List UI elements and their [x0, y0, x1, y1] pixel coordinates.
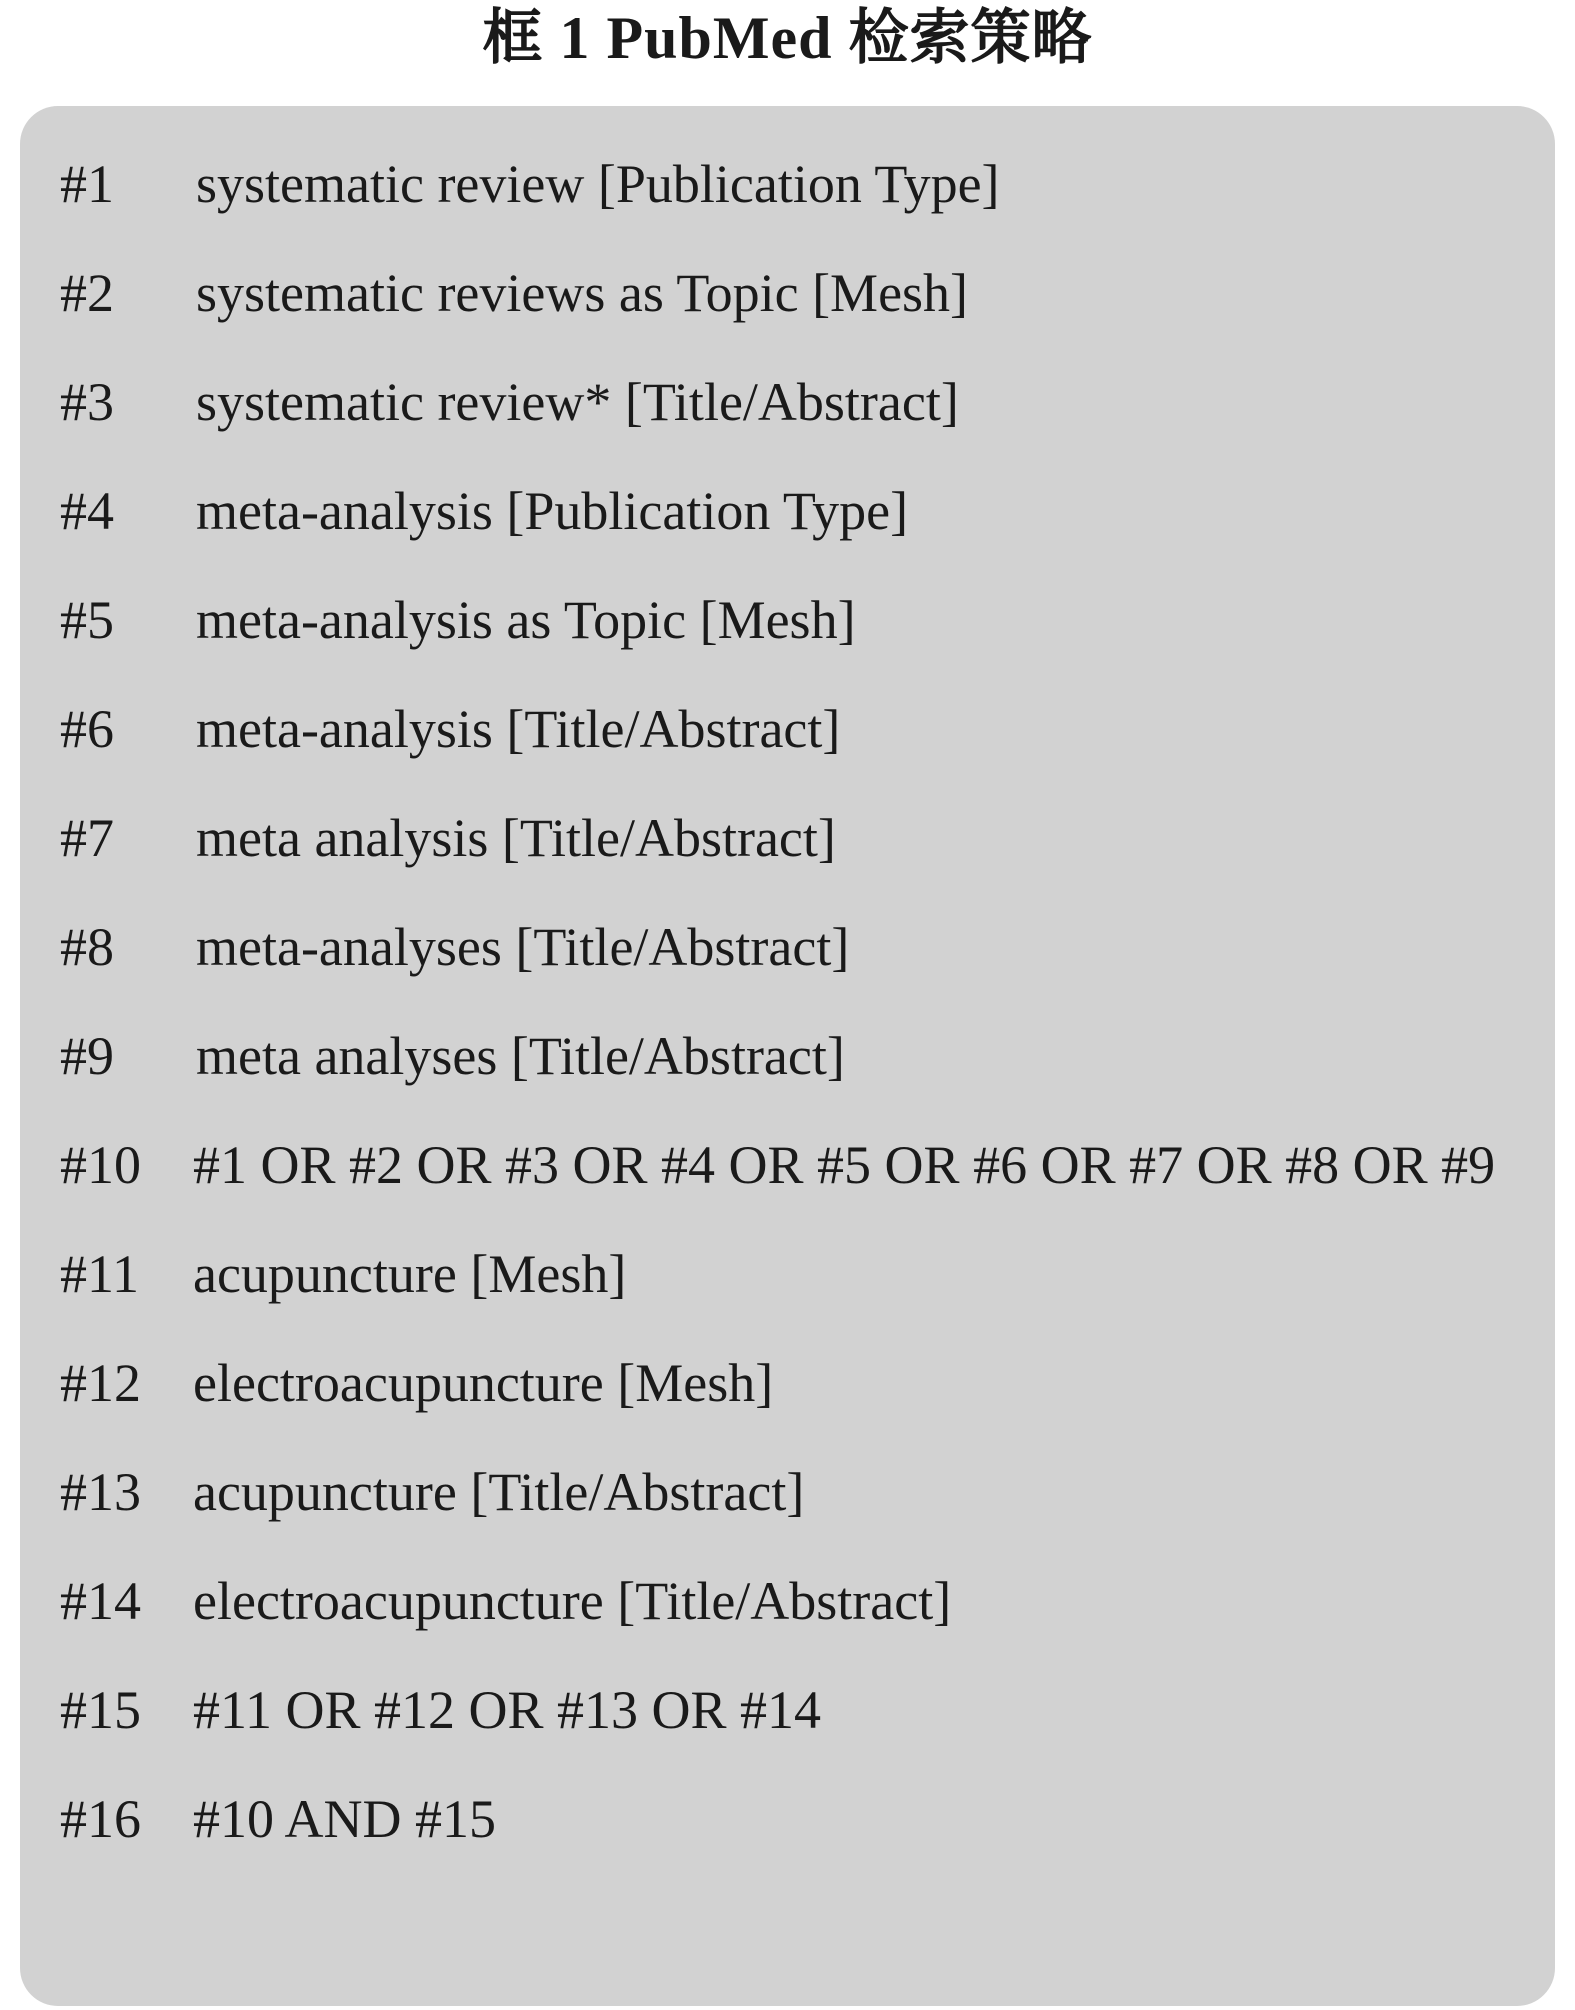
line-number: #16 — [60, 1789, 141, 1849]
line-query: electroacupuncture [Mesh] — [193, 1353, 774, 1413]
line-query: systematic review* [Title/Abstract] — [196, 372, 959, 432]
line-query: #10 AND #15 — [193, 1789, 497, 1849]
line-number: #4 — [60, 481, 114, 541]
strategy-line — [60, 675, 1520, 784]
line-number: #8 — [60, 917, 114, 977]
strategy-line — [60, 1765, 1520, 1874]
strategy-line — [60, 1547, 1520, 1656]
line-number: #6 — [60, 699, 114, 759]
strategy-line — [60, 1329, 1520, 1438]
line-query: meta-analyses [Title/Abstract] — [196, 917, 850, 977]
line-number: #14 — [60, 1571, 141, 1631]
line-number: #5 — [60, 590, 114, 650]
line-query: meta analyses [Title/Abstract] — [196, 1026, 845, 1086]
line-number: #9 — [60, 1026, 114, 1086]
strategy-line — [60, 1111, 1520, 1220]
strategy-line — [60, 130, 1520, 239]
strategy-line — [60, 1220, 1520, 1329]
line-query: meta-analysis as Topic [Mesh] — [196, 590, 856, 650]
line-number: #15 — [60, 1680, 141, 1740]
strategy-line — [60, 1002, 1520, 1111]
line-query: acupuncture [Title/Abstract] — [193, 1462, 805, 1522]
line-number: #11 — [60, 1244, 139, 1304]
strategy-line — [60, 1656, 1520, 1765]
line-query: systematic reviews as Topic [Mesh] — [196, 263, 969, 323]
line-number: #12 — [60, 1353, 141, 1413]
strategy-line — [60, 348, 1520, 457]
line-number: #1 — [60, 154, 114, 214]
line-number: #3 — [60, 372, 114, 432]
strategy-line — [60, 893, 1520, 1002]
line-query: #1 OR #2 OR #3 OR #4 OR #5 OR #6 OR #7 OR #8 OR #9 — [193, 1135, 1496, 1195]
line-query: #11 OR #12 OR #13 OR #14 — [193, 1680, 822, 1740]
line-number: #2 — [60, 263, 114, 323]
line-query: meta-analysis [Publication Type] — [196, 481, 909, 541]
box-title: 框 1 PubMed 检索策略 — [482, 5, 1093, 71]
search-strategy-list — [60, 130, 1520, 1874]
line-number: #13 — [60, 1462, 141, 1522]
strategy-line — [60, 566, 1520, 675]
strategy-line — [60, 1438, 1520, 1547]
line-number: #7 — [60, 808, 114, 868]
line-number: #10 — [60, 1135, 141, 1195]
strategy-line — [60, 239, 1520, 348]
line-query: meta analysis [Title/Abstract] — [196, 808, 836, 868]
strategy-line — [60, 457, 1520, 566]
line-query: acupuncture [Mesh] — [193, 1244, 627, 1304]
line-query: electroacupuncture [Title/Abstract] — [193, 1571, 952, 1631]
strategy-line — [60, 784, 1520, 893]
line-query: meta-analysis [Title/Abstract] — [196, 699, 841, 759]
line-query: systematic review [Publication Type] — [196, 154, 1000, 214]
